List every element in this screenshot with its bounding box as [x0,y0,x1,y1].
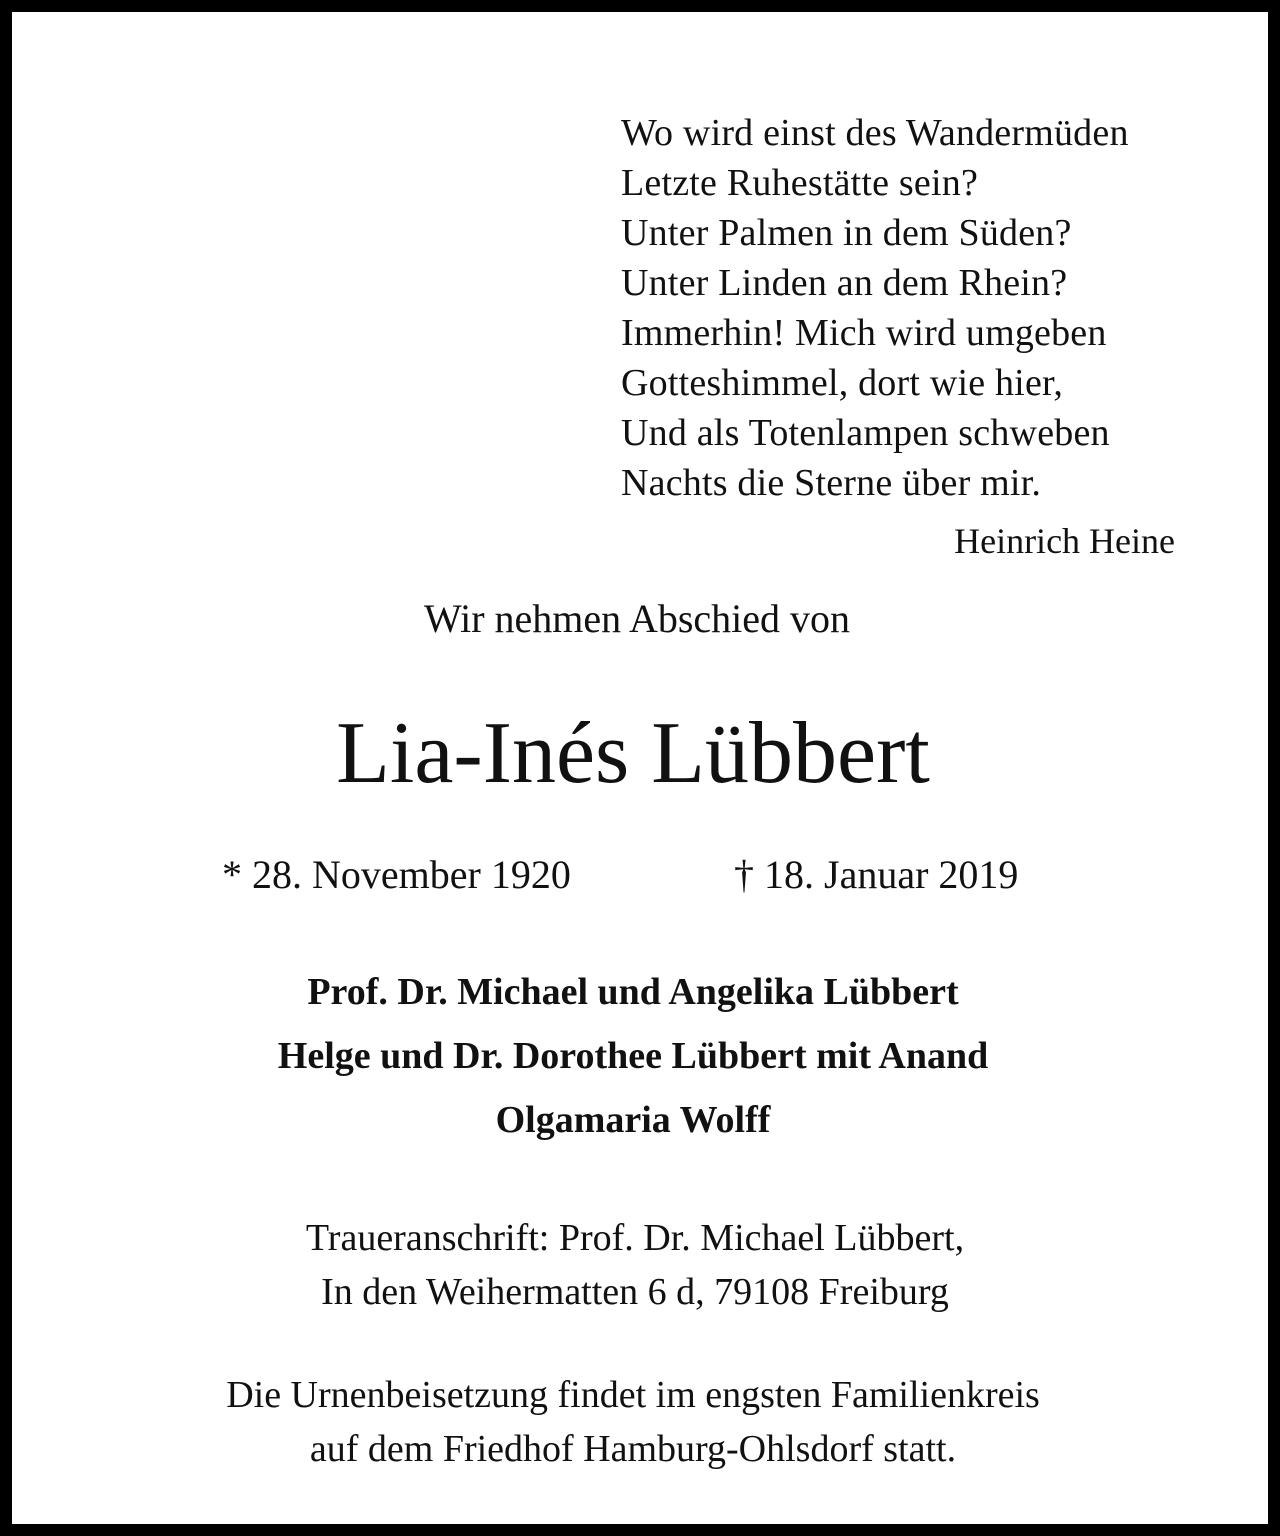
mourning-address [7,1211,1263,1319]
poem-line: Unter Palmen in dem Süden? [621,212,1072,254]
address-line: Traueranschrift: Prof. Dr. Michael Lübbert, [305,1217,965,1259]
poem-line: Wo wird einst des Wandermüden [621,112,1129,154]
address-line: In den Weihermatten 6 d, 79108 Freiburg [321,1271,949,1313]
burial-notice [5,1368,1261,1476]
mourner-line: Olgamaria Wolff [495,1099,771,1141]
poem-line: Und als Totenlampen schweben [621,412,1110,454]
poem-line: Nachts die Sterne über mir. [621,462,1042,504]
death-date: † 18. Januar 2019 [734,852,1019,897]
burial-line: Die Urnenbeisetzung findet im engsten Familienkreis [226,1374,1040,1416]
mourner-line: Helge und Dr. Dorothee Lübbert mit Anand [277,1035,989,1077]
mourners-list [5,960,1261,1152]
birth-date: * 28. November 1920 [222,852,571,897]
burial-line: auf dem Friedhof Hamburg-Ohlsdorf statt. [309,1428,957,1470]
poem-line: Gotteshimmel, dort wie hier, [621,362,1064,404]
poem-line: Immerhin! Mich wird umgeben [621,312,1107,354]
farewell-intro: Wir nehmen Abschied von [423,596,851,641]
poem-block [621,108,1221,508]
deceased-name: Lia-Inés Lübbert [336,705,930,802]
poem-line: Letzte Ruhestätte sein? [621,162,979,204]
poem-author: Heinrich Heine [954,521,1175,561]
poem-line: Unter Linden an dem Rhein? [621,262,1068,304]
mourner-line: Prof. Dr. Michael und Angelika Lübbert [307,971,959,1013]
